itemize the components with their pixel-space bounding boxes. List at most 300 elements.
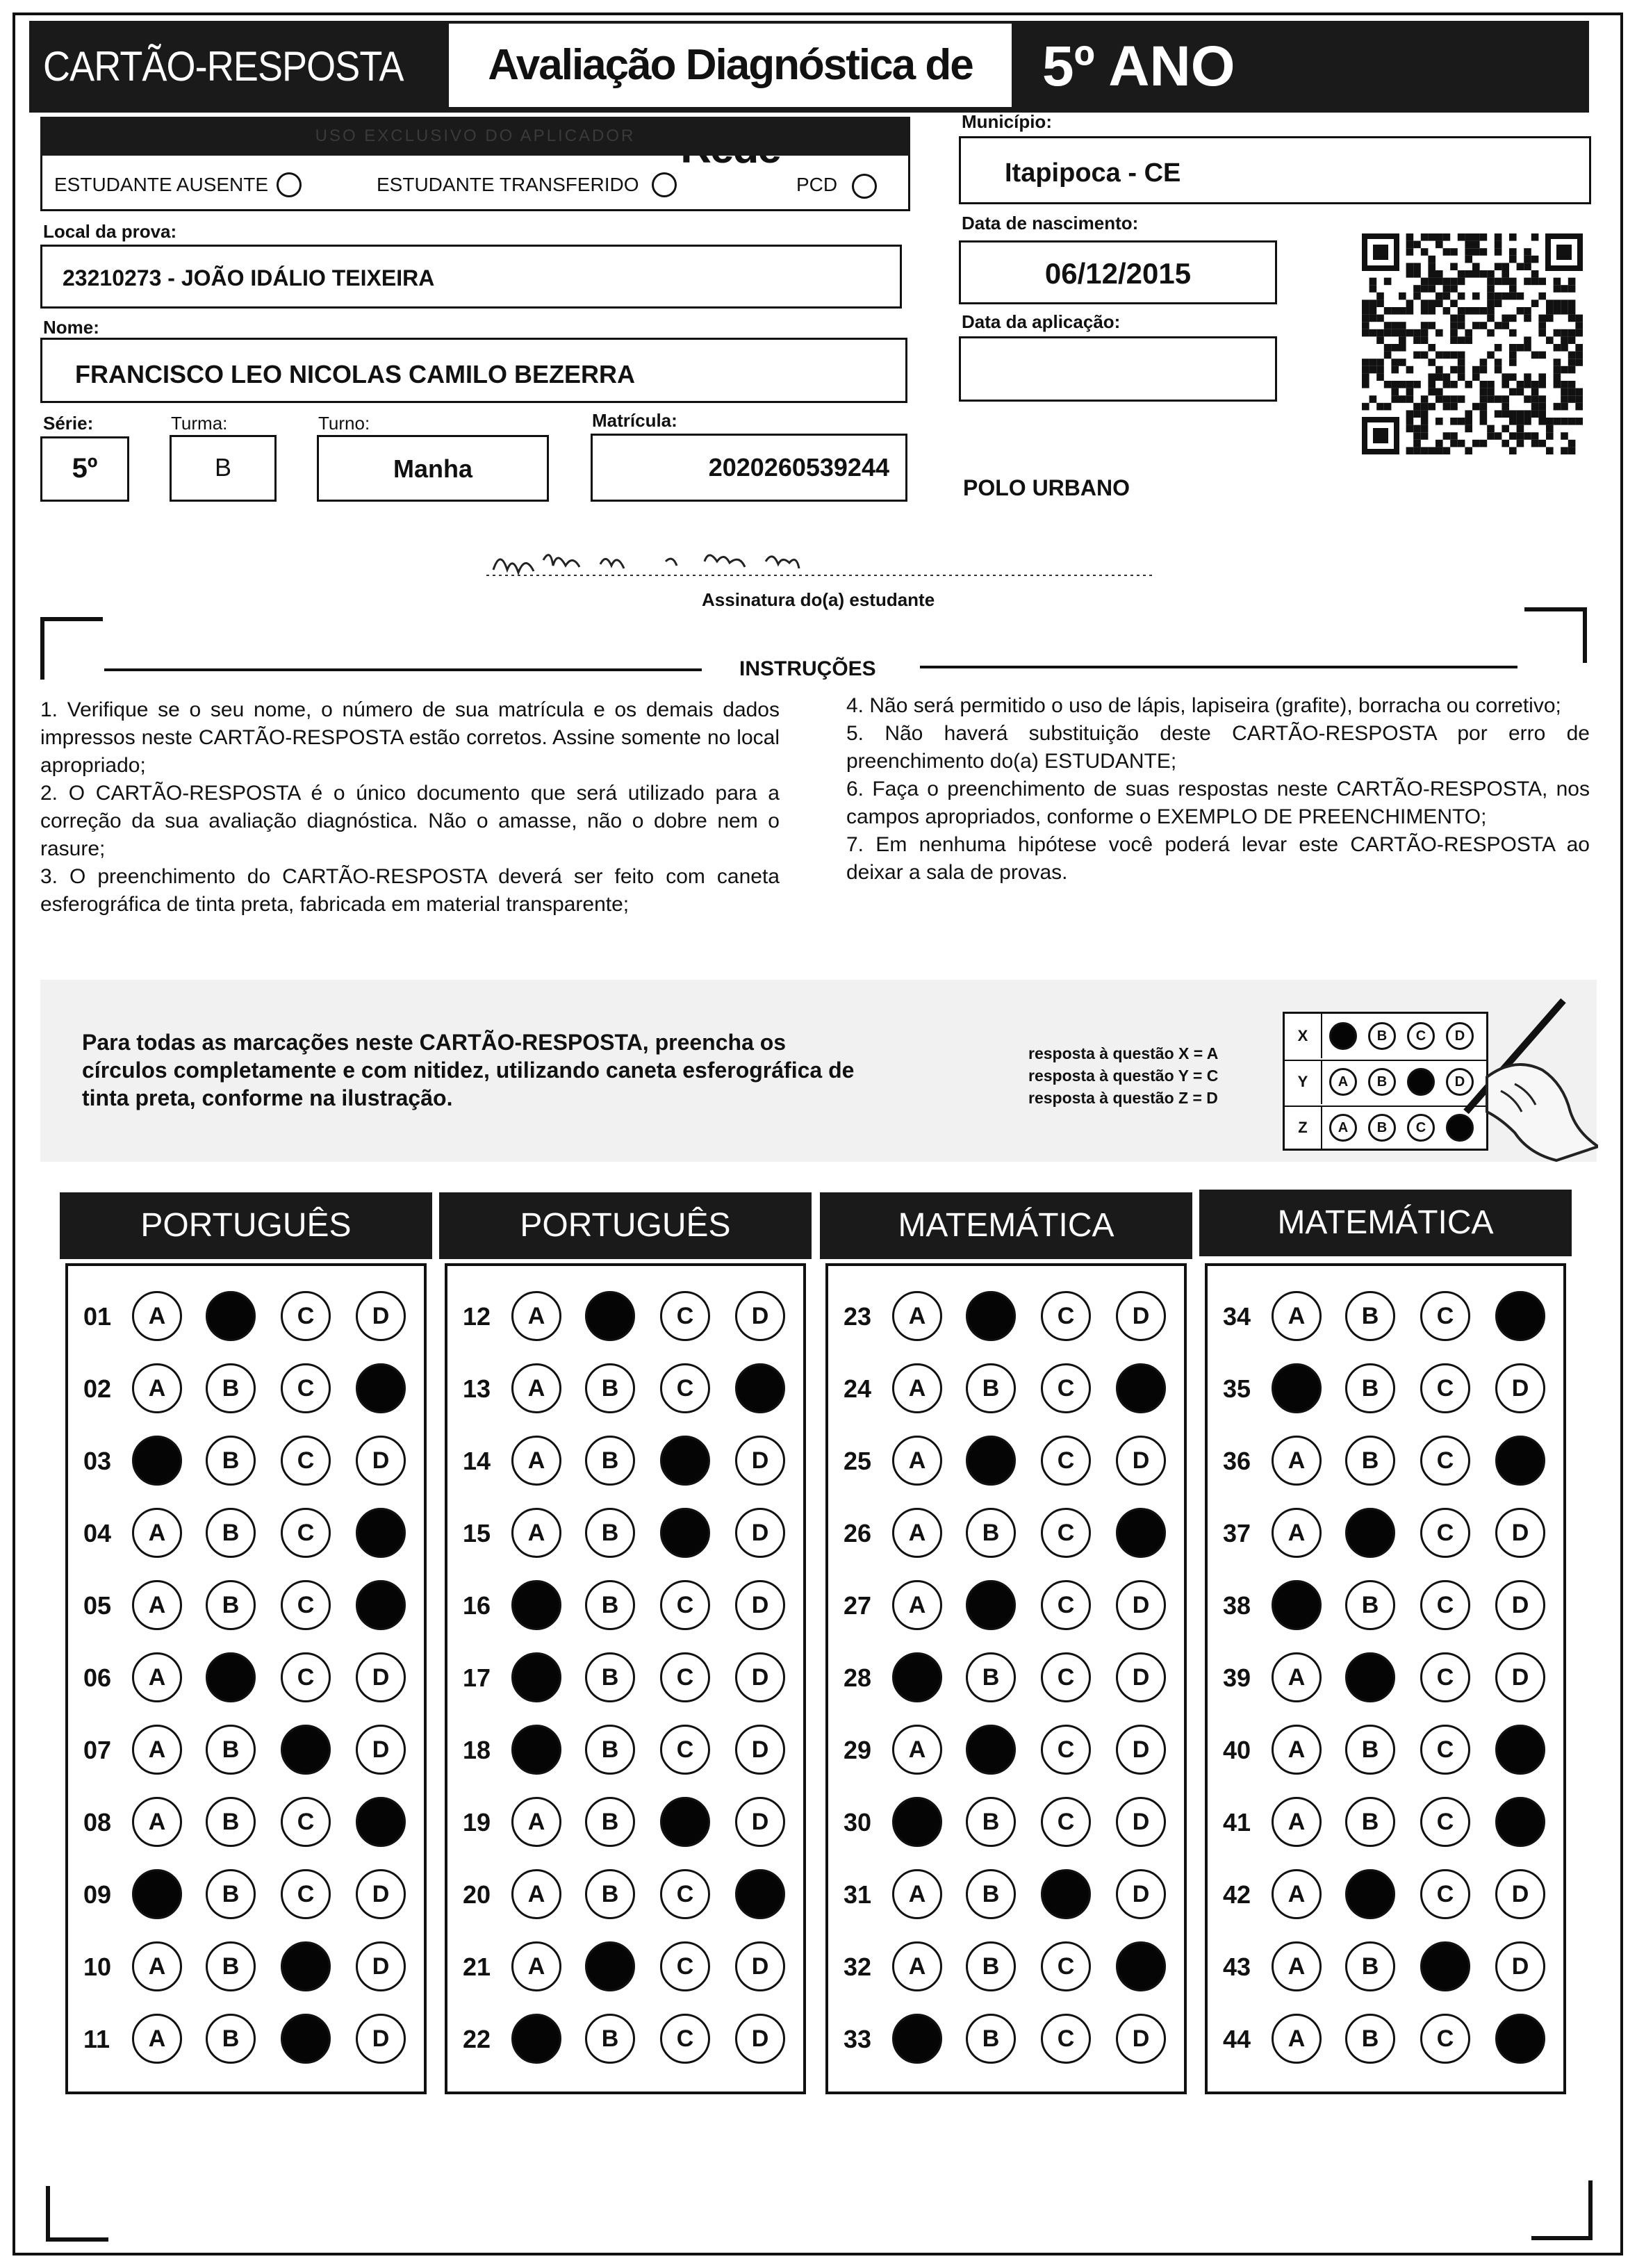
bubble-08-b[interactable]: B (206, 1797, 256, 1847)
qr-module (1376, 299, 1384, 307)
bubble-22-c[interactable]: C (660, 2014, 710, 2064)
bubble-19-c-marked[interactable]: C (660, 1797, 710, 1847)
bubble-18-a-marked[interactable]: A (511, 1725, 561, 1775)
bubble-24-a[interactable]: A (892, 1363, 942, 1413)
bubble-09-b[interactable]: B (206, 1869, 256, 1919)
question-number: 30 (844, 1808, 872, 1836)
bubble-20-b[interactable]: B (585, 1869, 635, 1919)
bubble-35-d[interactable]: D (1495, 1363, 1545, 1413)
example-row-x (1285, 1014, 1486, 1061)
qr-module (1421, 322, 1429, 329)
bubble-30-a-marked[interactable]: A (892, 1797, 942, 1847)
bubble-38-a-marked[interactable]: A (1272, 1580, 1322, 1630)
bubble-08-c[interactable]: C (281, 1797, 331, 1847)
aplicacao-field[interactable] (959, 336, 1277, 402)
bubble-36-b[interactable]: B (1345, 1436, 1395, 1486)
qr-module (1458, 395, 1465, 403)
bubble-07-d[interactable]: D (356, 1725, 406, 1775)
bubble-30-c[interactable]: C (1041, 1797, 1091, 1847)
bubble-40-d-marked[interactable]: D (1495, 1725, 1545, 1775)
bubble-42-d[interactable]: D (1495, 1869, 1545, 1919)
bubble-27-d[interactable]: D (1116, 1580, 1166, 1630)
qr-module (1443, 395, 1451, 403)
question-row-32 (828, 1941, 1184, 1997)
qr-module (1546, 336, 1554, 344)
bubble-08-a[interactable]: A (132, 1797, 182, 1847)
qr-module (1428, 388, 1436, 396)
bubble-38-d[interactable]: D (1495, 1580, 1545, 1630)
question-row-39 (1208, 1652, 1563, 1708)
qr-module (1568, 381, 1576, 388)
bubble-03-c[interactable]: C (281, 1436, 331, 1486)
question-row-29 (828, 1725, 1184, 1780)
bubble-41-a[interactable]: A (1272, 1797, 1322, 1847)
question-row-09 (68, 1869, 424, 1925)
bubble-44-b[interactable]: B (1345, 2014, 1395, 2064)
example-bubble-d: D (1446, 1068, 1474, 1096)
qr-module (1568, 307, 1576, 315)
qr-module (1421, 336, 1429, 344)
qr-module (1531, 388, 1539, 396)
qr-module (1450, 403, 1458, 411)
qr-module (1524, 307, 1531, 315)
qr-module (1538, 403, 1546, 411)
bubble-10-b[interactable]: B (206, 1941, 256, 1991)
qr-module (1575, 322, 1583, 329)
bubble-05-c[interactable]: C (281, 1580, 331, 1630)
bubble-34-a[interactable]: A (1272, 1291, 1322, 1341)
bubble-13-b[interactable]: B (585, 1363, 635, 1413)
bubble-42-a[interactable]: A (1272, 1869, 1322, 1919)
qr-module (1487, 352, 1495, 359)
bubble-32-c[interactable]: C (1041, 1941, 1091, 1991)
bubble-09-c[interactable]: C (281, 1869, 331, 1919)
bubble-09-d[interactable]: D (356, 1869, 406, 1919)
bubble-33-d[interactable]: D (1116, 2014, 1166, 2064)
qr-module (1443, 293, 1451, 300)
bubble-25-c[interactable]: C (1041, 1436, 1091, 1486)
bubble-42-c[interactable]: C (1420, 1869, 1470, 1919)
bubble-37-b-marked[interactable]: B (1345, 1508, 1395, 1558)
question-row-21 (447, 1941, 803, 1997)
bubble-40-a[interactable]: A (1272, 1725, 1322, 1775)
name-value: FRANCISCO LEO NICOLAS CAMILO BEZERRA (75, 360, 635, 388)
bubble-39-a[interactable]: A (1272, 1652, 1322, 1702)
instruction-5: 5. Não haverá substituição deste CARTÃO-RESPOSTA por erro de preenchimento do(a) ESTUDANTE; (846, 722, 1590, 773)
qr-module (1413, 381, 1421, 388)
qr-module (1517, 440, 1524, 447)
bubble-16-a-marked[interactable]: A (511, 1580, 561, 1630)
example-row-z (1285, 1106, 1486, 1151)
bubble-23-a[interactable]: A (892, 1291, 942, 1341)
qr-module (1465, 329, 1472, 337)
question-number: 42 (1223, 1880, 1251, 1909)
qr-module (1524, 373, 1531, 381)
bubble-21-c[interactable]: C (660, 1941, 710, 1991)
bubble-36-d-marked[interactable]: D (1495, 1436, 1545, 1486)
question-number: 15 (463, 1519, 491, 1547)
bubble-28-b[interactable]: B (966, 1652, 1016, 1702)
qr-module (1568, 329, 1576, 337)
bubble-14-a[interactable]: A (511, 1436, 561, 1486)
bubble-44-d-marked[interactable]: D (1495, 2014, 1545, 2064)
qr-module (1413, 352, 1421, 359)
qr-module (1450, 285, 1458, 293)
qr-module (1561, 307, 1568, 315)
bubble-31-b[interactable]: B (966, 1869, 1016, 1919)
qr-module (1509, 352, 1517, 359)
bubble-06-a[interactable]: A (132, 1652, 182, 1702)
qr-module (1443, 432, 1451, 440)
bubble-06-b-marked[interactable]: B (206, 1652, 256, 1702)
question-row-19 (447, 1797, 803, 1852)
nascimento-label: Data de nascimento: (962, 213, 1139, 233)
qr-module (1421, 447, 1429, 454)
bubble-03-a-marked[interactable]: A (132, 1436, 182, 1486)
bubble-01-c[interactable]: C (281, 1291, 331, 1341)
qr-module (1487, 307, 1495, 315)
qr-module (1502, 440, 1509, 447)
qr-module (1465, 241, 1472, 249)
bubble-04-d-marked[interactable]: D (356, 1508, 406, 1558)
bubble-12-a[interactable]: A (511, 1291, 561, 1341)
bubble-28-a-marked[interactable]: A (892, 1652, 942, 1702)
bubble-18-b[interactable]: B (585, 1725, 635, 1775)
bubble-26-c[interactable]: C (1041, 1508, 1091, 1558)
bubble-02-c[interactable]: C (281, 1363, 331, 1413)
bubble-44-c[interactable]: C (1420, 2014, 1470, 2064)
bubble-38-b[interactable]: B (1345, 1580, 1395, 1630)
qr-module (1509, 293, 1517, 300)
bubble-16-c[interactable]: C (660, 1580, 710, 1630)
qr-module (1509, 315, 1517, 322)
bubble-29-b-marked[interactable]: B (966, 1725, 1016, 1775)
bubble-15-d[interactable]: D (735, 1508, 785, 1558)
bubble-39-c[interactable]: C (1420, 1652, 1470, 1702)
qr-module (1428, 373, 1436, 381)
bubble-10-a[interactable]: A (132, 1941, 182, 1991)
example-bubble-c: C (1407, 1022, 1435, 1050)
bubble-04-b[interactable]: B (206, 1508, 256, 1558)
student-signature (479, 535, 1160, 591)
bubble-26-d-marked[interactable]: D (1116, 1508, 1166, 1558)
bubble-34-d-marked[interactable]: D (1495, 1291, 1545, 1341)
bubble-31-c-marked[interactable]: C (1041, 1869, 1091, 1919)
question-number: 04 (83, 1519, 112, 1547)
bubble-21-a[interactable]: A (511, 1941, 561, 1991)
bubble-34-b[interactable]: B (1345, 1291, 1395, 1341)
bubble-32-b[interactable]: B (966, 1941, 1016, 1991)
qr-module (1458, 366, 1465, 374)
bubble-13-c[interactable]: C (660, 1363, 710, 1413)
qr-module (1450, 322, 1458, 329)
bubble-44-a[interactable]: A (1272, 2014, 1322, 2064)
qr-module (1531, 440, 1539, 447)
qr-module (1436, 395, 1443, 403)
bubble-25-d[interactable]: D (1116, 1436, 1166, 1486)
qr-module (1458, 336, 1465, 344)
bubble-43-c-marked[interactable]: C (1420, 1941, 1470, 1991)
bubble-29-c[interactable]: C (1041, 1725, 1091, 1775)
bubble-15-b[interactable]: B (585, 1508, 635, 1558)
bubble-09-a-marked[interactable]: A (132, 1869, 182, 1919)
qr-module (1568, 315, 1576, 322)
qr-module (1421, 299, 1429, 307)
qr-module (1472, 263, 1480, 270)
bubble-23-b-marked[interactable]: B (966, 1291, 1016, 1341)
qr-module (1450, 440, 1458, 447)
question-row-08 (68, 1797, 424, 1852)
question-row-11 (68, 2014, 424, 2069)
bubble-22-a-marked[interactable]: A (511, 2014, 561, 2064)
qr-module (1472, 322, 1480, 329)
bubble-37-d[interactable]: D (1495, 1508, 1545, 1558)
bubble-05-a[interactable]: A (132, 1580, 182, 1630)
bubble-14-b[interactable]: B (585, 1436, 635, 1486)
qr-module (1554, 285, 1561, 293)
bubble-35-c[interactable]: C (1420, 1363, 1470, 1413)
bubble-11-a[interactable]: A (132, 2014, 182, 2064)
bubble-36-a[interactable]: A (1272, 1436, 1322, 1486)
bubble-32-a[interactable]: A (892, 1941, 942, 1991)
qr-module (1413, 440, 1421, 447)
bubble-36-c[interactable]: C (1420, 1436, 1470, 1486)
bubble-20-a[interactable]: A (511, 1869, 561, 1919)
qr-module (1443, 307, 1451, 315)
bubble-06-c[interactable]: C (281, 1652, 331, 1702)
local-value: 23210273 - JOÃO IDÁLIO TEIXEIRA (63, 265, 435, 290)
bubble-27-a[interactable]: A (892, 1580, 942, 1630)
bubble-41-b[interactable]: B (1345, 1797, 1395, 1847)
bubble-17-d[interactable]: D (735, 1652, 785, 1702)
question-row-28 (828, 1652, 1184, 1708)
qr-module (1391, 344, 1399, 352)
qr-module (1531, 278, 1539, 286)
qr-module (1428, 403, 1436, 411)
bubble-27-c[interactable]: C (1041, 1580, 1091, 1630)
qr-module (1561, 395, 1568, 403)
bubble-31-a[interactable]: A (892, 1869, 942, 1919)
qr-module (1436, 329, 1443, 337)
qr-module (1413, 263, 1421, 270)
example-bubble-b: B (1368, 1114, 1396, 1142)
bubble-07-a[interactable]: A (132, 1725, 182, 1775)
bubble-43-b[interactable]: B (1345, 1941, 1395, 1991)
bubble-26-a[interactable]: A (892, 1508, 942, 1558)
bubble-04-c[interactable]: C (281, 1508, 331, 1558)
qr-module (1391, 307, 1399, 315)
qr-module (1376, 403, 1384, 411)
instructions-rule-right (920, 666, 1517, 668)
bubble-20-c[interactable]: C (660, 1869, 710, 1919)
bubble-07-c-marked[interactable]: C (281, 1725, 331, 1775)
absent-checkbox[interactable] (277, 172, 302, 197)
qr-module (1443, 447, 1451, 454)
bubble-38-c[interactable]: C (1420, 1580, 1470, 1630)
qr-module (1472, 248, 1480, 256)
bubble-28-d[interactable]: D (1116, 1652, 1166, 1702)
qr-module (1531, 395, 1539, 403)
bubble-19-b[interactable]: B (585, 1797, 635, 1847)
qr-module (1443, 285, 1451, 293)
bubble-03-d[interactable]: D (356, 1436, 406, 1486)
bubble-03-b[interactable]: B (206, 1436, 256, 1486)
bubble-18-d[interactable]: D (735, 1725, 785, 1775)
question-number: 10 (83, 1953, 112, 1981)
qr-module (1568, 395, 1576, 403)
instructions-rule-left (104, 668, 702, 671)
qr-module (1517, 307, 1524, 315)
qr-module (1495, 366, 1502, 374)
bubble-24-b[interactable]: B (966, 1363, 1016, 1413)
bubble-15-a[interactable]: A (511, 1508, 561, 1558)
bubble-39-d[interactable]: D (1495, 1652, 1545, 1702)
bubble-11-d[interactable]: D (356, 2014, 406, 2064)
bubble-16-b[interactable]: B (585, 1580, 635, 1630)
bubble-02-d-marked[interactable]: D (356, 1363, 406, 1413)
question-number: 29 (844, 1736, 872, 1764)
qr-module (1561, 285, 1568, 293)
instructions-title: INSTRUÇÕES (739, 657, 876, 680)
bubble-13-d-marked[interactable]: D (735, 1363, 785, 1413)
qr-module (1384, 381, 1392, 388)
bubble-20-d-marked[interactable]: D (735, 1869, 785, 1919)
qr-module (1568, 299, 1576, 307)
bubble-21-b-marked[interactable]: B (585, 1941, 635, 1991)
bubble-14-c-marked[interactable]: C (660, 1436, 710, 1486)
bubble-43-a[interactable]: A (1272, 1941, 1322, 1991)
bubble-32-d-marked[interactable]: D (1116, 1941, 1166, 1991)
bubble-02-a[interactable]: A (132, 1363, 182, 1413)
bubble-28-c[interactable]: C (1041, 1652, 1091, 1702)
bubble-25-a[interactable]: A (892, 1436, 942, 1486)
bubble-35-a-marked[interactable]: A (1272, 1363, 1322, 1413)
bubble-40-c[interactable]: C (1420, 1725, 1470, 1775)
bubble-17-c[interactable]: C (660, 1652, 710, 1702)
bubble-19-d[interactable]: D (735, 1797, 785, 1847)
question-row-20 (447, 1869, 803, 1925)
bubble-26-b[interactable]: B (966, 1508, 1016, 1558)
bubble-12-b-marked[interactable]: B (585, 1291, 635, 1341)
qr-module (1421, 285, 1429, 293)
question-row-31 (828, 1869, 1184, 1925)
question-number: 24 (844, 1374, 872, 1403)
bubble-33-b[interactable]: B (966, 2014, 1016, 2064)
pcd-checkbox[interactable] (852, 174, 877, 199)
bubble-30-d[interactable]: D (1116, 1797, 1166, 1847)
bubble-39-b-marked[interactable]: B (1345, 1652, 1395, 1702)
bubble-22-b[interactable]: B (585, 2014, 635, 2064)
qr-module (1421, 410, 1429, 418)
qr-module (1428, 270, 1436, 278)
bubble-31-d[interactable]: D (1116, 1869, 1166, 1919)
qr-module (1509, 233, 1517, 241)
bubble-37-c[interactable]: C (1420, 1508, 1470, 1558)
bubble-29-a[interactable]: A (892, 1725, 942, 1775)
bubble-19-a[interactable]: A (511, 1797, 561, 1847)
bubble-12-d[interactable]: D (735, 1291, 785, 1341)
qr-module (1509, 256, 1517, 263)
exam-title: Avaliação Diagnóstica de (488, 41, 973, 89)
transferred-checkbox[interactable] (652, 172, 677, 197)
qr-module (1450, 366, 1458, 374)
bubble-10-d[interactable]: D (356, 1941, 406, 1991)
bubble-15-c-marked[interactable]: C (660, 1508, 710, 1558)
bubble-16-d[interactable]: D (735, 1580, 785, 1630)
qr-module (1554, 344, 1561, 352)
bubble-23-d[interactable]: D (1116, 1291, 1166, 1341)
bubble-10-c-marked[interactable]: C (281, 1941, 331, 1991)
qr-module (1406, 307, 1414, 315)
bubble-27-b-marked[interactable]: B (966, 1580, 1016, 1630)
bubble-23-c[interactable]: C (1041, 1291, 1091, 1341)
bubble-24-d-marked[interactable]: D (1116, 1363, 1166, 1413)
bubble-35-b[interactable]: B (1345, 1363, 1395, 1413)
bubble-18-c[interactable]: C (660, 1725, 710, 1775)
qr-module (1369, 366, 1377, 374)
example-row-label: Y (1285, 1060, 1322, 1104)
bubble-05-d-marked[interactable]: D (356, 1580, 406, 1630)
question-number: 40 (1223, 1736, 1251, 1764)
bubble-12-c[interactable]: C (660, 1291, 710, 1341)
bubble-17-b[interactable]: B (585, 1652, 635, 1702)
question-row-13 (447, 1363, 803, 1419)
bubble-22-d[interactable]: D (735, 2014, 785, 2064)
qr-module (1472, 440, 1480, 447)
bubble-02-b[interactable]: B (206, 1363, 256, 1413)
instruction-3: 3. O preenchimento do CARTÃO-RESPOSTA deverá ser feito com caneta esferográfica de tinta preta, fabricada em material transparente; (40, 865, 780, 916)
bubble-01-a[interactable]: A (132, 1291, 182, 1341)
bubble-33-c[interactable]: C (1041, 2014, 1091, 2064)
bubble-25-b-marked[interactable]: B (966, 1436, 1016, 1486)
bubble-06-d[interactable]: D (356, 1652, 406, 1702)
bubble-24-c[interactable]: C (1041, 1363, 1091, 1413)
bubble-43-d[interactable]: D (1495, 1941, 1545, 1991)
bubble-41-c[interactable]: C (1420, 1797, 1470, 1847)
bubble-01-b-marked[interactable]: B (206, 1291, 256, 1341)
bubble-33-a-marked[interactable]: A (892, 2014, 942, 2064)
qr-module (1428, 233, 1436, 241)
bubble-04-a[interactable]: A (132, 1508, 182, 1558)
question-row-05 (68, 1580, 424, 1636)
bubble-21-d[interactable]: D (735, 1941, 785, 1991)
bubble-11-c-marked[interactable]: C (281, 2014, 331, 2064)
bubble-37-a[interactable]: A (1272, 1508, 1322, 1558)
qr-module (1554, 366, 1561, 374)
qr-module (1465, 307, 1472, 315)
bubble-34-c[interactable]: C (1420, 1291, 1470, 1341)
bubble-40-b[interactable]: B (1345, 1725, 1395, 1775)
bubble-42-b-marked[interactable]: B (1345, 1869, 1395, 1919)
bubble-41-d-marked[interactable]: D (1495, 1797, 1545, 1847)
bubble-01-d[interactable]: D (356, 1291, 406, 1341)
qr-module (1428, 447, 1436, 454)
qr-module (1443, 248, 1451, 256)
qr-module (1495, 344, 1502, 352)
bubble-07-b[interactable]: B (206, 1725, 256, 1775)
bubble-05-b[interactable]: B (206, 1580, 256, 1630)
qr-module (1421, 432, 1429, 440)
bubble-30-b[interactable]: B (966, 1797, 1016, 1847)
bubble-08-d-marked[interactable]: D (356, 1797, 406, 1847)
bubble-29-d[interactable]: D (1116, 1725, 1166, 1775)
bubble-11-b[interactable]: B (206, 2014, 256, 2064)
bubble-13-a[interactable]: A (511, 1363, 561, 1413)
qr-module (1421, 403, 1429, 411)
bubble-14-d[interactable]: D (735, 1436, 785, 1486)
bubble-17-a-marked[interactable]: A (511, 1652, 561, 1702)
example-legend-x: resposta à questão X = A (1028, 1044, 1219, 1062)
